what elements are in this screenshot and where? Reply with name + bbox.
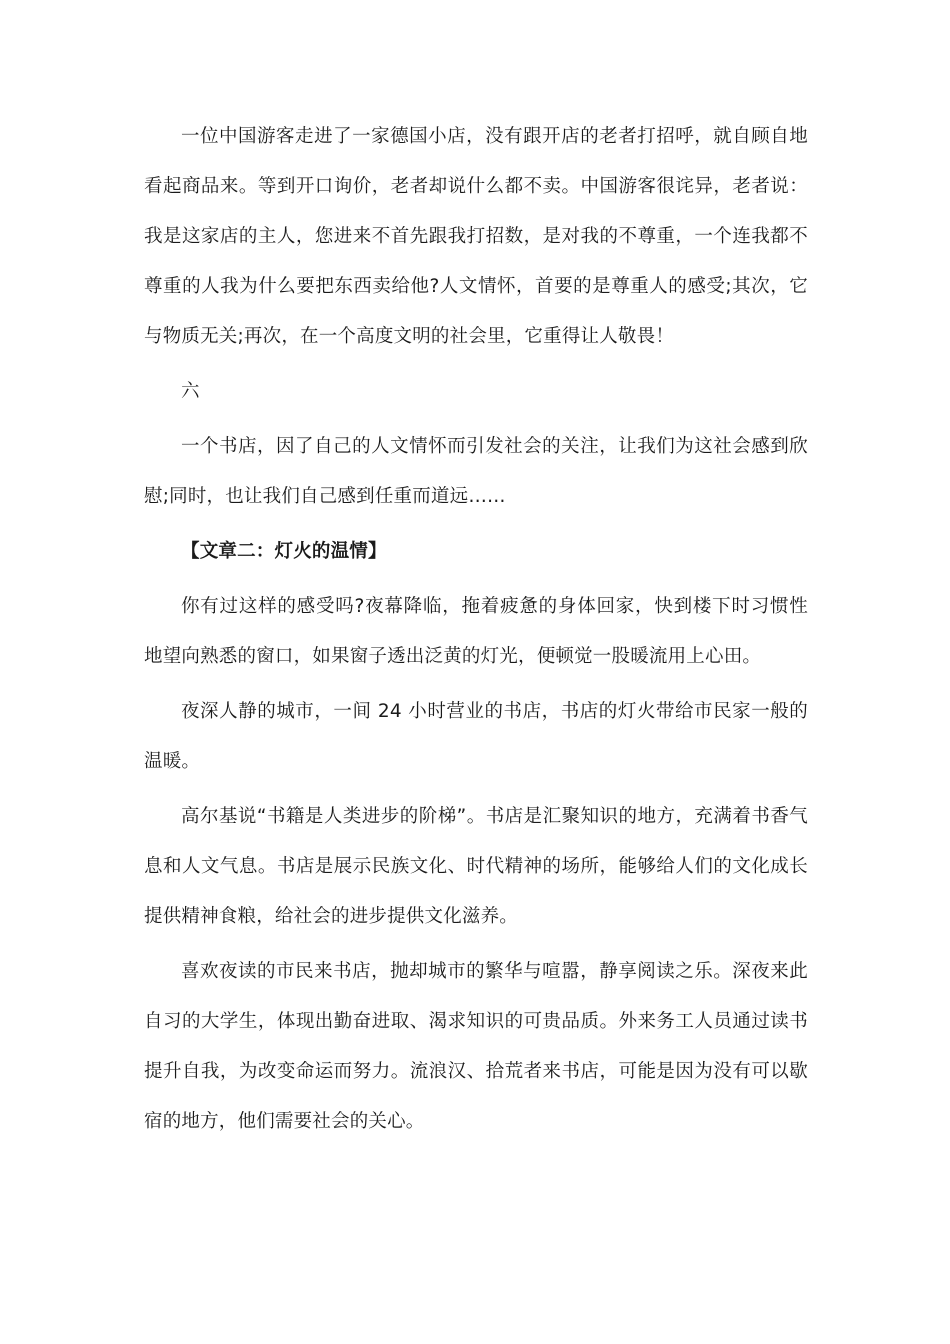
paragraph-german-shop-story: 一位中国游客走进了一家德国小店，没有跟开店的老者打招呼，就自顾自地看起商品来。等到开口询价，老者却说什么都不卖。中国游客很诧异，老者说：我是这家店的主人，您进来不首先跟我打招数，是对我的不尊重，一个连我都不尊重的人我为什么要把东西卖给他?人文情怀，首要的是尊重人的感受;其次，它与物质无关;再次，在一个高度文明的社会里，它重得让人敬畏！	[144, 126, 808, 347]
section-number-six: 六	[181, 381, 200, 402]
document-page	[144, 112, 808, 1152]
paragraph-night-readers: 喜欢夜读的市民来书店，抛却城市的繁华与喧嚣，静享阅读之乐。深夜来此自习的大学生，体现出勤奋进取、渴求知识的可贵品质。外来务工人员通过读书提升自我，为改变命运而努力。流浪汉、拾荒者来书店，可能是因为没有可以歇宿的地方，他们需要社会的关心。	[144, 961, 808, 1132]
article-two-heading: 【文章二：灯火的温情】	[181, 541, 387, 562]
paragraph-bookstore-attention: 一个书店，因了自己的人文情怀而引发社会的关注，让我们为这社会感到欣慰;同时，也让我们自己感到任重而道远……	[144, 436, 808, 507]
paragraph-gorky-quote: 高尔基说“书籍是人类进步的阶梯”。书店是汇聚知识的地方，充满着书香气息和人文气息。书店是展示民族文化、时代精神的场所，能够给人们的文化成长提供精神食粮，给社会的进步提供文化滋养。	[144, 806, 808, 927]
paragraph-window-light: 你有过这样的感受吗?夜幕降临，拖着疲惫的身体回家，快到楼下时习惯性地望向熟悉的窗口，如果窗子透出泛黄的灯光，便顿觉一股暖流用上心田。	[144, 596, 808, 667]
paragraph-24h-bookstore: 夜深人静的城市，一间 24 小时营业的书店，书店的灯火带给市民家一般的温暖。	[144, 701, 808, 772]
